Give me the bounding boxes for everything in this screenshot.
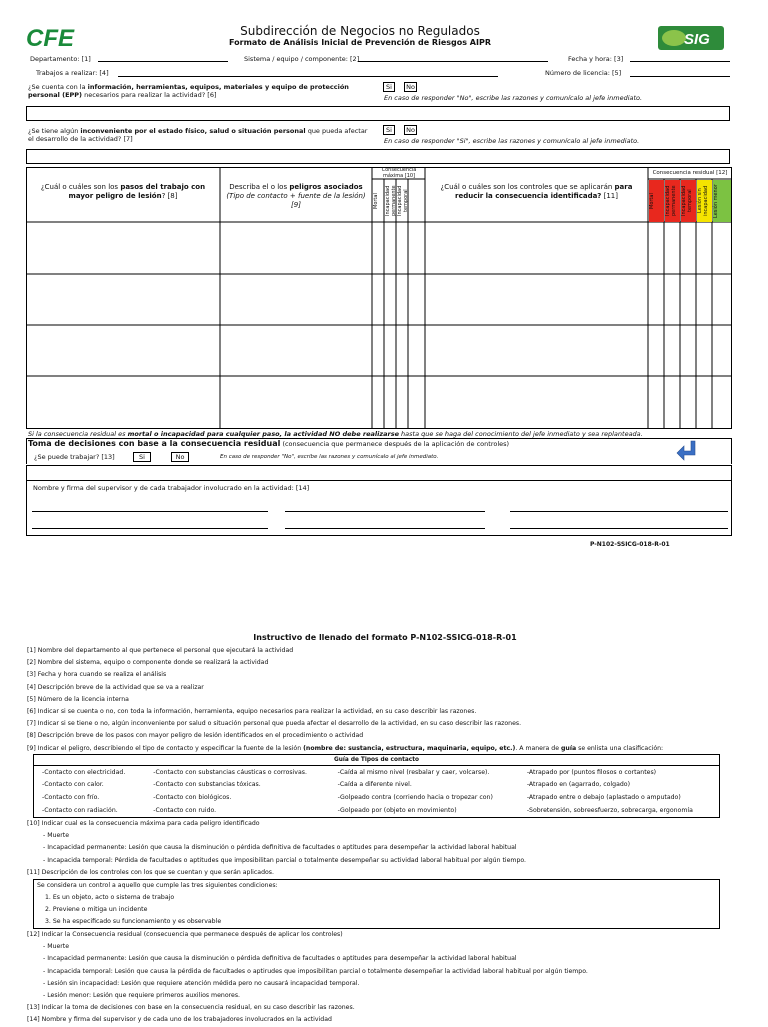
sistema-label: Sistema / equipo / componente: [2] bbox=[244, 55, 360, 63]
guia-cell: -Sobretensión, sobreesfuerzo, sobrecarga, ergonomía bbox=[526, 806, 693, 814]
guia-cell: -Contacto con biológicos. bbox=[153, 793, 232, 801]
guia-cell: -Contacto con calor. bbox=[42, 781, 104, 789]
guia-cell: -Contacto con frío. bbox=[42, 793, 100, 801]
instr-10: [10] Indicar cual es la consecuencia máxima para cada peligro identificado bbox=[27, 820, 260, 827]
guia-row bbox=[34, 791, 719, 804]
cfe-logo bbox=[26, 22, 86, 52]
page-title: Subdirección de Negocios no Regulados bbox=[240, 24, 480, 38]
q6-no-checkbox[interactable]: No bbox=[404, 82, 417, 92]
cr-sin-incap: Lesión sin incapacidad bbox=[697, 185, 709, 217]
guia-cell: -Contacto con ruido. bbox=[153, 806, 217, 814]
guia-cell: -Golpeado contra (corriendo hacia o tropezar con) bbox=[337, 793, 493, 801]
warning-text: Si la consecuencia residual es mortal o incapacidad para cualquier paso, la actividad NO debe realizarse hasta que se haga del conocimiento del jefe inmediato y sea replanteada. bbox=[28, 430, 643, 438]
departamento-field[interactable] bbox=[98, 61, 228, 62]
instr-12: [12] Indicar la Consecuencia residual (consecuencia que permanece después de aplicar los controles) bbox=[27, 931, 343, 938]
form-code: P-N102-SSICG-018-R-01 bbox=[590, 541, 670, 548]
q13-label: ¿Se puede trabajar? [13] bbox=[34, 453, 115, 461]
instr-11: [11] Descripción de los controles con los que se cuentan y que serán aplicados. bbox=[27, 868, 275, 876]
licencia-label: Número de licencia: [5] bbox=[545, 69, 622, 77]
instr-9: [9] Indicar el peligro, describiendo el tipo de contacto y especificar la fuente de la lesión (nombre de: sustancia, estructura, maquinaria, equipo, etc.). A manera de guía se enlista una clasificación: bbox=[27, 744, 664, 752]
instr-7: [7] Indicar si se tiene o no, algún inconveniente por salud o situación personal que pueda afectar el desarrollo de la actividad, en su caso describir las razones. bbox=[27, 720, 522, 728]
instr-12e: - Lesión menor: Lesión que requiere primeros auxilios menores. bbox=[43, 992, 241, 1000]
guia-cell: -Contacto con substancias tóxicas. bbox=[153, 781, 261, 789]
instr-1: [1] Nombre del departamento al que pertenece el personal que ejecutará la actividad bbox=[27, 647, 294, 654]
col-peligros-header: Describa el o los peligros asociados (Tipo de contacto + fuente de la lesión) [9] bbox=[226, 183, 366, 209]
signature-line-2[interactable] bbox=[285, 511, 485, 512]
trabajos-field[interactable] bbox=[118, 76, 498, 77]
guia-cell: -Atrapado por (puntos filosos o cortantes) bbox=[526, 768, 657, 776]
guia-row bbox=[34, 804, 719, 817]
guia-cell: -Atrapado en (agarrado, colgado) bbox=[526, 781, 630, 789]
trabajos-label: Trabajos a realizar: [4] bbox=[36, 69, 109, 77]
cr-mortal: Mortal bbox=[649, 193, 655, 209]
guia-row bbox=[34, 766, 719, 779]
arrow-icon bbox=[675, 440, 701, 464]
instr-10b: - Incapacidad permanente: Lesión que causa la disminución o pérdida definitiva de facultades o aptitudes para desempeñar la actividad laboral habitual bbox=[43, 844, 517, 852]
instr-14: [14] Nombre y firma del supervisor y de cada uno de los trabajadores involucrados en la actividad bbox=[27, 1016, 332, 1024]
guia-grid bbox=[34, 766, 719, 816]
cm-incap-perm: Incapacidad permanente bbox=[385, 185, 397, 217]
signatures-label: Nombre y firma del supervisor y de cada trabajador involucrado en la actividad: [14] bbox=[33, 484, 310, 492]
fecha-label: Fecha y hora: [3] bbox=[568, 55, 624, 63]
q6-reasons-field[interactable] bbox=[26, 106, 730, 121]
q13-si-checkbox[interactable]: Si bbox=[133, 452, 151, 462]
instr-13: [13] Indicar la toma de decisiones con base en la consecuencia residual, en su caso describir las razones. bbox=[27, 1004, 355, 1012]
cond-3: 3. Se ha especificado su funcionamiento y es observable bbox=[45, 918, 222, 925]
q6-question: ¿Se cuenta con la información, herramientas, equipos, materiales y equipo de protección personal (EPP) necesarios para realizar la actividad? [6] bbox=[28, 83, 349, 99]
guia-cell: -Atrapado entre o debajo (aplastado o amputado) bbox=[526, 793, 681, 801]
q7-si-checkbox[interactable]: Si bbox=[383, 125, 395, 135]
consec-res-header: Consecuencia residual [12] bbox=[652, 170, 728, 176]
instr-12d: - Lesión sin incapacidad: Lesión que requiere atención médida pero no causará incapacidad temporal. bbox=[43, 979, 360, 987]
instr-3: [3] Fecha y hora cuando se realiza el análisis bbox=[27, 671, 167, 679]
q13-no-checkbox[interactable]: No bbox=[171, 452, 189, 462]
col-controles-header: ¿Cuál o cuáles son los controles que se aplicarán para reducir la consecuencia identificada? [11] bbox=[440, 183, 633, 200]
svg-text:SIG: SIG bbox=[684, 31, 710, 48]
cr-incap-perm: Incapacidad permanente bbox=[665, 185, 677, 217]
guia-cell: -Contacto con radiación. bbox=[42, 806, 118, 814]
guia-cell: -Caída al mismo nivel (resbalar y caer, volcarse). bbox=[337, 768, 490, 776]
q7-no-checkbox[interactable]: No bbox=[404, 125, 417, 135]
signature-line-5[interactable] bbox=[285, 528, 485, 529]
instr-6: [6] Indicar si se cuenta o no, con toda la información, herramienta, equipo necesarios para realizar la actividad, en su caso describir las razones. bbox=[27, 708, 477, 716]
cr-incap-temp: Incapacidad temporal bbox=[681, 185, 693, 217]
instr-12c: - Incapacida temporal: Lesión que causa la pérdida de facultades o aptirudes que imposibilitan parcial o totalmente desempeñar la actividad laboral habitual por algún tiempo. bbox=[43, 967, 588, 975]
col-pasos-header: ¿Cuál o cuáles son los pasos del trabajo con mayor peligro de lesión? [8] bbox=[40, 183, 206, 200]
svg-text:CFE: CFE bbox=[26, 25, 74, 52]
q13-reasons-field[interactable] bbox=[26, 465, 732, 481]
instructivo-body bbox=[27, 645, 742, 755]
decision-title: Toma de decisiones con base a la consecuencia residual (consecuencia que permanece después de la aplicación de controles) bbox=[28, 439, 510, 448]
signature-line-1[interactable] bbox=[32, 511, 268, 512]
guia-title: Guía de Tipos de contacto bbox=[34, 755, 719, 766]
consec-max-header: Consecuencia máxima [10] bbox=[381, 167, 417, 179]
instructivo-body-3 bbox=[27, 929, 742, 1027]
guia-cell: -Golpeado por (objeto en movimiento) bbox=[337, 806, 457, 814]
departamento-label: Departamento: [1] bbox=[30, 55, 91, 63]
instr-2: [2] Nombre del sistema, equipo o componente donde se realizará la actividad bbox=[27, 659, 269, 667]
instr-12b: - Incapacidad permanente: Lesión que causa la disminución o pérdida definitiva de facultades o aptitudes para desempeñar la actividad laboral habitual bbox=[43, 955, 517, 963]
cm-incap-temp: Incapacidad temporal bbox=[397, 185, 409, 217]
instr-4: [4] Descripción breve de la actividad que se va a realizar bbox=[27, 683, 204, 691]
instructivo-body-2 bbox=[27, 818, 742, 879]
guia-cell: -Contacto con substancias cáusticas o corrosivas. bbox=[153, 768, 307, 776]
q6-si-checkbox[interactable]: Si bbox=[383, 82, 395, 92]
instr-5: [5] Número de la licencia interna bbox=[27, 695, 129, 703]
instr-8: [8] Descripción breve de los pasos con mayor peligro de lesión identificados en el procedimiento o actividad bbox=[27, 732, 364, 740]
licencia-field[interactable] bbox=[630, 76, 730, 77]
guia-cell: -Contacto con electricidad. bbox=[42, 768, 126, 776]
q13-note: En caso de responder "No", escribe las razones y comunícalo al jefe inmediato. bbox=[220, 454, 439, 460]
instr-10c: - Incapacida temporal: Pérdida de facultades o aptitudes que imposibilitan parcial o totalmente desempeñar su actividad laboral habitual por algún tiempo. bbox=[43, 856, 527, 864]
control-conditions-box bbox=[33, 879, 720, 929]
risk-table bbox=[26, 167, 732, 429]
cond-1: 1. Es un objeto, acto o sistema de trabajo bbox=[45, 894, 175, 901]
q7-question: ¿Se tiene algún inconveniente por el estado físico, salud o situación personal que pueda afectar el desarrollo de la actividad? [7] bbox=[28, 127, 368, 143]
signature-line-4[interactable] bbox=[32, 528, 268, 529]
instr-10a: - Muerte bbox=[43, 832, 70, 840]
cr-menor: Lesión menor bbox=[713, 184, 719, 218]
cm-mortal: Mortal bbox=[373, 193, 379, 209]
cond-2: 2. Previene o mitiga un incidente bbox=[45, 906, 148, 913]
guia-table bbox=[33, 754, 720, 818]
signature-line-3[interactable] bbox=[510, 511, 728, 512]
instructivo-title: Instructivo de llenado del formato P-N102-SSICG-018-R-01 bbox=[253, 633, 517, 642]
page-subtitle: Formato de Análisis Inicial de Prevención de Riesgos AIPR bbox=[229, 38, 491, 47]
sig-logo bbox=[658, 26, 724, 50]
guia-cell: -Caída a diferente nivel. bbox=[337, 781, 412, 789]
signature-line-6[interactable] bbox=[510, 528, 728, 529]
cond-intro: Se considera un control a aquello que cumple las tres siguientes condiciones: bbox=[37, 882, 278, 889]
guia-row bbox=[34, 779, 719, 792]
fecha-field[interactable] bbox=[630, 61, 730, 62]
q7-reasons-field[interactable] bbox=[26, 149, 730, 164]
q7-note: En caso de responder "Si", escribe las razones y comunícalo al jefe inmediato. bbox=[384, 137, 640, 145]
sistema-field[interactable] bbox=[358, 61, 548, 62]
instr-12a: - Muerte bbox=[43, 943, 70, 951]
q6-note: En caso de responder "No", escribe las razones y comunícalo al jefe inmediato. bbox=[384, 94, 643, 102]
